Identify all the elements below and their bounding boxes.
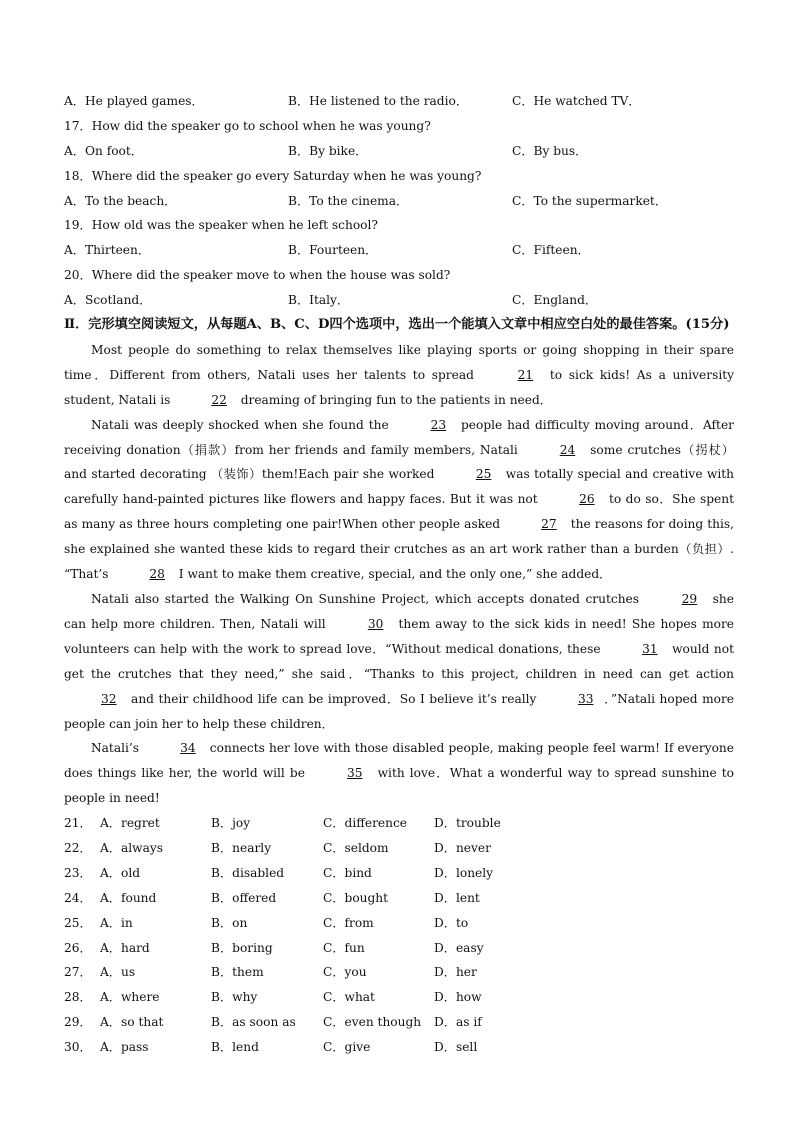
cloze-paragraph-2 — [64, 413, 734, 587]
choice-a: A．us — [100, 965, 136, 980]
choice-row-28 — [64, 985, 734, 1010]
choice-b: B．nearly — [211, 841, 272, 856]
choice-list — [64, 811, 734, 1060]
choice-b: B．on — [211, 915, 248, 930]
choice-a: A．so that — [100, 1015, 164, 1030]
text: people had difficulty moving around．After receiving donation（捐款）from her friends and family members, Natali — [64, 417, 734, 457]
option-c: C．England． — [512, 293, 598, 308]
blank-30: 30 — [367, 616, 384, 631]
text: Natali was deeply shocked when she found the — [91, 417, 394, 432]
choice-a: A．in — [100, 915, 133, 930]
choice-d: D．trouble — [434, 816, 501, 831]
option-a: A．On foot． — [64, 143, 143, 158]
option-c: C．He watched TV． — [512, 94, 641, 108]
blank-34: 34 — [180, 741, 196, 756]
text: I want to make them creative, special, and the only one,” she added． — [174, 567, 612, 582]
option-c: C．To the supermarket． — [512, 193, 668, 208]
choice-row-29 — [64, 1010, 734, 1035]
choice-b: B．why — [211, 990, 258, 1005]
choice-a: A．always — [100, 841, 163, 856]
choice-b: B．lend — [211, 1040, 259, 1055]
choice-a: A．pass — [100, 1040, 149, 1055]
question-17: 17．How did the speaker go to school when he was young? — [64, 118, 431, 133]
option-b: B．He listened to the radio． — [288, 94, 469, 108]
blank-33: 33 — [577, 691, 594, 706]
q17-options — [64, 139, 734, 164]
question-18: 18．Where did the speaker go every Saturday when he was young? — [64, 168, 482, 183]
choice-row-21 — [64, 811, 734, 836]
choice-b: B．them — [211, 965, 264, 980]
cloze-paragraph-1 — [64, 338, 734, 413]
choice-b: B．joy — [211, 816, 251, 831]
choice-number: 29． — [64, 1015, 92, 1030]
choice-b: B．boring — [211, 940, 273, 955]
option-a: A．Scotland． — [64, 293, 152, 308]
page-content — [64, 89, 734, 1060]
choice-b: B．disabled — [211, 865, 285, 880]
blank-23: 23 — [430, 417, 447, 432]
blank-24: 24 — [559, 442, 576, 457]
option-a: A．Thirteen． — [64, 243, 151, 258]
choice-d: D．as if — [434, 1015, 482, 1030]
choice-a: A．hard — [100, 940, 150, 955]
blank-35: 35 — [347, 766, 363, 781]
choice-c: C．even though — [323, 1015, 422, 1030]
choice-number: 23． — [64, 865, 92, 880]
choice-b: B．as soon as — [211, 1015, 296, 1030]
choice-row-26 — [64, 936, 734, 961]
text: Natali also started the Walking On Sunshine Project, which accepts donated crutches — [91, 591, 645, 606]
choice-a: A．found — [100, 890, 157, 905]
option-a: A．He played games． — [64, 94, 204, 108]
text: and their childhood life can be improved．So I believe it’s really — [126, 691, 541, 706]
choice-c: C．bought — [323, 890, 389, 905]
choice-number: 24． — [64, 890, 92, 905]
text: Most people do something to relax themselves like playing sports or going shopping in their spare time．Different from others, Natali uses her talents to spread — [64, 342, 734, 382]
choice-a: A．regret — [100, 816, 160, 831]
choice-row-23 — [64, 861, 734, 886]
choice-c: C．from — [323, 915, 374, 930]
choice-c: C．what — [323, 990, 375, 1005]
q19-options — [64, 238, 734, 263]
option-c: C．By bus． — [512, 143, 588, 158]
blank-26: 26 — [579, 492, 595, 507]
choice-c: C．difference — [323, 816, 408, 831]
cloze-paragraph-3 — [64, 587, 734, 736]
choice-d: D．to — [434, 915, 469, 930]
blank-21: 21 — [517, 367, 534, 382]
choice-a: A．where — [100, 990, 160, 1005]
q18-options — [64, 189, 734, 214]
blank-27: 27 — [541, 517, 557, 532]
text: them away to the sick kids in need! She hopes more volunteers can help with the work to spread love．“Without medical donations, these — [64, 616, 734, 656]
choice-a: A．old — [100, 865, 141, 880]
question-19: 19．How old was the speaker when he left school? — [64, 218, 378, 233]
choice-c: C．you — [323, 965, 367, 980]
choice-d: D．lent — [434, 890, 480, 905]
blank-32: 32 — [101, 691, 117, 706]
text: would not get the crutches that they need,” she said．“Thanks to this project, children in need can get action — [64, 641, 734, 681]
choice-number: 28． — [64, 990, 92, 1005]
text: connects her love with those disabled people, making people feel warm! If everyone does things like her, the world will be — [64, 741, 734, 781]
choice-b: B．offered — [211, 890, 277, 905]
choice-number: 27． — [64, 965, 92, 980]
text: to sick kids! As a university student, Natali is — [64, 367, 734, 407]
option-b: B．Fourteen． — [288, 243, 378, 258]
option-c: C．Fifteen． — [512, 243, 590, 258]
text: with love．What a wonderful way to spread sunshine to people in need! — [64, 766, 735, 806]
section-heading: Ⅱ．完形填空阅读短文，从每题A、B、C、D四个选项中，选出一个能填入文章中相应空白处的最佳答案。(15分) — [64, 317, 730, 333]
choice-d: D．never — [434, 841, 491, 856]
blank-31: 31 — [642, 641, 658, 656]
cloze-paragraph-4 — [64, 736, 734, 811]
option-b: B．Italy． — [288, 293, 350, 308]
choice-d: D．sell — [434, 1040, 478, 1055]
blank-29: 29 — [681, 591, 698, 606]
text: some crutches（拐杖）and started decorating （装饰）them!Each pair she worked — [64, 442, 734, 482]
choice-row-22 — [64, 836, 734, 861]
choice-c: C．bind — [323, 865, 372, 880]
option-b: B．To the cinema． — [288, 193, 409, 208]
blank-25: 25 — [475, 467, 492, 482]
choice-c: C．give — [323, 1040, 371, 1055]
option-b: B．By bike． — [288, 143, 368, 158]
blank-22: 22 — [211, 392, 227, 407]
choice-number: 25． — [64, 915, 92, 930]
choice-d: D．easy — [434, 940, 484, 955]
choice-row-30 — [64, 1035, 734, 1060]
text: to do so．She spent as many as three hours completing one pair!When other people asked — [64, 492, 734, 532]
choice-row-27 — [64, 960, 734, 985]
choice-row-25 — [64, 911, 734, 936]
text: ．”Natali hoped more people can join her to help these children． — [64, 691, 734, 731]
choice-row-24 — [64, 886, 734, 911]
text: the reasons for doing this, she explained she wanted these kids to regard their crutches as an art work rather than a burden（负担）. “That’s — [64, 517, 734, 582]
option-a: A．To the beach． — [64, 193, 177, 208]
text: was totally special and creative with carefully hand-painted pictures like flowers and happy faces. But it was not — [64, 467, 735, 507]
blank-28: 28 — [149, 567, 165, 582]
choice-d: D．how — [434, 990, 482, 1005]
choice-number: 26． — [64, 940, 92, 955]
choice-number: 30． — [64, 1040, 92, 1055]
choice-d: D．her — [434, 965, 477, 980]
choice-d: D．lonely — [434, 865, 494, 880]
choice-number: 22． — [64, 841, 92, 856]
text: dreaming of bringing fun to the patients in need． — [236, 392, 552, 407]
q16-options — [64, 89, 734, 114]
choice-number: 21． — [64, 816, 92, 831]
choice-c: C．seldom — [323, 841, 389, 856]
text: Natali’s — [91, 741, 144, 756]
q20-options — [64, 288, 734, 313]
text: she can help more children. Then, Natali will — [64, 591, 734, 631]
choice-c: C．fun — [323, 940, 365, 955]
question-20: 20．Where did the speaker move to when the house was sold? — [64, 268, 451, 283]
